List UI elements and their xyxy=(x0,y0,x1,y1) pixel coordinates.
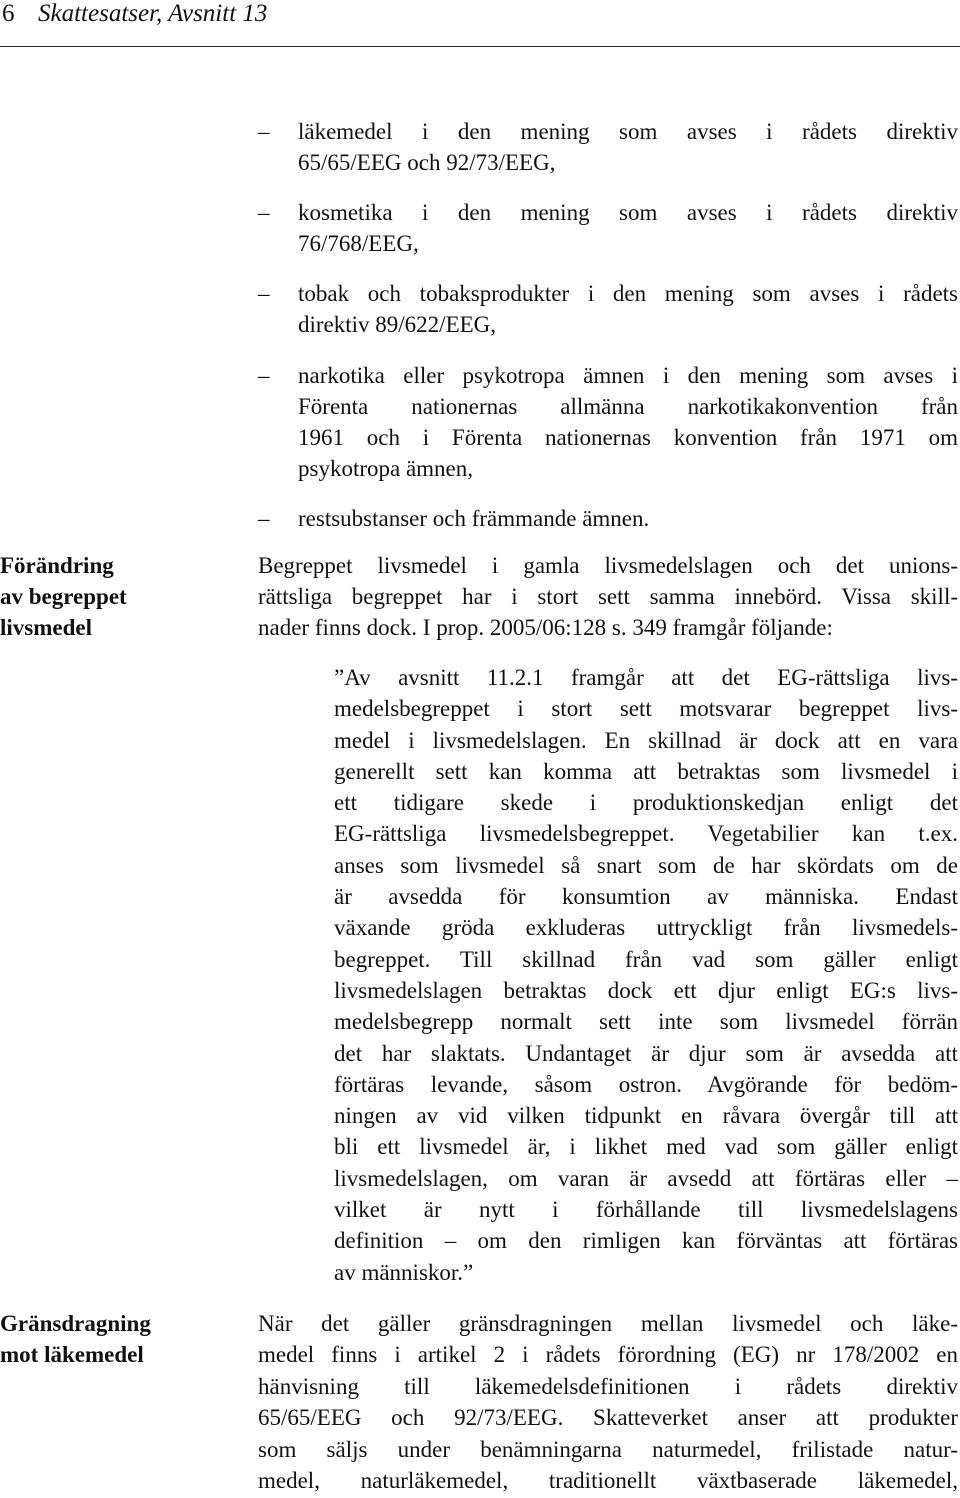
list-item-line: tobak och tobaksprodukter i den mening som avses i rådets xyxy=(298,281,958,306)
list-item-line: psykotropa ämnen, xyxy=(298,456,474,481)
list-item xyxy=(258,197,958,259)
list-item-line: Förenta nationernas allmänna narkotikakonvention från xyxy=(298,394,958,419)
list-item-line: narkotika eller psykotropa ämnen i den mening som avses i xyxy=(298,363,958,388)
paragraph-line: 65/65/EEG och 92/73/EEG. Skatteverket anser att produkter xyxy=(258,1405,958,1431)
quote-line: ett tidigare skede i produktionskedjan enligt det xyxy=(334,790,958,816)
list-item xyxy=(258,503,958,534)
list-item xyxy=(258,360,958,484)
list-item-line: kosmetika i den mening som avses i rådets direktiv xyxy=(298,200,958,225)
page-header xyxy=(2,0,267,34)
quote-line: växande gröda exkluderas uttryckligt från livsmedels- xyxy=(334,915,958,941)
sidebar-heading-medicine-boundary xyxy=(0,1308,200,1370)
dash-marker: – xyxy=(258,119,270,144)
paragraph-line: medel finns i artikel 2 i rådets förordning (EG) nr 178/2002 en xyxy=(258,1342,958,1368)
list-item-line: 76/768/EEG, xyxy=(298,231,419,256)
quote-line: livsmedelslagen, om varan är avsedd att förtäras eller – xyxy=(334,1165,958,1191)
quote-line: EG-rättsliga livsmedelsbegreppet. Vegetabilier kan t.ex. xyxy=(334,821,958,847)
block-quote xyxy=(334,662,958,1288)
quote-line: det har slaktats. Undantaget är djur som är avsedda att xyxy=(334,1040,958,1066)
list-item-line: restsubstanser och främmande ämnen. xyxy=(298,506,650,531)
sidebar-heading-line: av begreppet xyxy=(0,584,127,609)
dash-marker: – xyxy=(258,200,270,225)
list-item-line: 65/65/EEG och 92/73/EEG, xyxy=(298,150,556,175)
paragraph-boundary xyxy=(258,1308,958,1496)
page-number: 6 xyxy=(2,0,15,27)
paragraph-definition xyxy=(258,550,958,643)
sidebar-heading-line: mot läkemedel xyxy=(0,1342,144,1367)
quote-line: generellt sett kan komma att betraktas som livsmedel i xyxy=(334,758,958,784)
list-item-line: läkemedel i den mening som avses i rådets direktiv xyxy=(298,119,958,144)
quote-line: ningen av vid vilken tidpunkt en råvara övergår till att xyxy=(334,1103,958,1129)
sidebar-heading-line: livsmedel xyxy=(0,615,92,640)
paragraph-line: som säljs under benämningarna naturmedel, frilistade natur- xyxy=(258,1436,958,1462)
paragraph-line: nader finns dock. I prop. 2005/06:128 s. 349 framgår följande: xyxy=(258,615,833,640)
quote-line: vilket är nytt i förhållande till livsmedelslagens xyxy=(334,1197,958,1223)
sidebar-heading-definition-change xyxy=(0,550,200,643)
paragraph-line: hänvisning till läkemedelsdefinitionen i rådets direktiv xyxy=(258,1373,958,1399)
dash-marker: – xyxy=(258,506,270,531)
quote-line: medel i livsmedelslagen. En skillnad är dock att en vara xyxy=(334,727,958,753)
paragraph-line: medel, naturläkemedel, traditionellt växtbaserade läkemedel, xyxy=(258,1468,958,1494)
quote-line: bli ett livsmedel är, i likhet med vad som gäller enligt xyxy=(334,1134,958,1160)
list-item xyxy=(258,116,958,178)
sidebar-heading-line: Förändring xyxy=(0,553,114,578)
header-divider xyxy=(0,46,960,47)
paragraph-line: rättsliga begreppet har i stort sett samma innebörd. Vissa skill- xyxy=(258,584,958,609)
dash-marker: – xyxy=(258,281,270,306)
quote-line: ”Av avsnitt 11.2.1 framgår att det EG-rättsliga livs- xyxy=(334,665,958,690)
quote-line: förtäras levande, såsom ostron. Avgörande för bedöm- xyxy=(334,1071,958,1097)
quote-line: medelsbegrepp normalt sett inte som livsmedel förrän xyxy=(334,1009,958,1035)
quote-line: medelsbegreppet i stort sett motsvarar begreppet livs- xyxy=(334,696,958,722)
quote-line: definition – om den rimligen kan förväntas att förtäras xyxy=(334,1228,958,1254)
list-item-line: direktiv 89/622/EEG, xyxy=(298,312,497,337)
quote-line: är avsedda för konsumtion av människa. Endast xyxy=(334,884,958,910)
dash-marker: – xyxy=(258,363,270,388)
quote-line: begreppet. Till skillnad från vad som gäller enligt xyxy=(334,946,958,972)
paragraph-line: När det gäller gränsdragningen mellan livsmedel och läke- xyxy=(258,1311,958,1336)
quote-line: livsmedelslagen betraktas dock ett djur enligt EG:s livs- xyxy=(334,977,958,1003)
paragraph-line: Begreppet livsmedel i gamla livsmedelslagen och det unions- xyxy=(258,553,958,578)
list-item xyxy=(258,278,958,340)
quote-line: anses som livsmedel så snart som de har skördats om de xyxy=(334,852,958,878)
sidebar-heading-line: Gränsdragning xyxy=(0,1311,151,1336)
list-item-line: 1961 och i Förenta nationernas konvention från 1971 om xyxy=(298,425,958,450)
section-title: Skattesatser, Avsnitt 13 xyxy=(38,0,268,27)
quote-line: av människor.” xyxy=(334,1259,474,1285)
